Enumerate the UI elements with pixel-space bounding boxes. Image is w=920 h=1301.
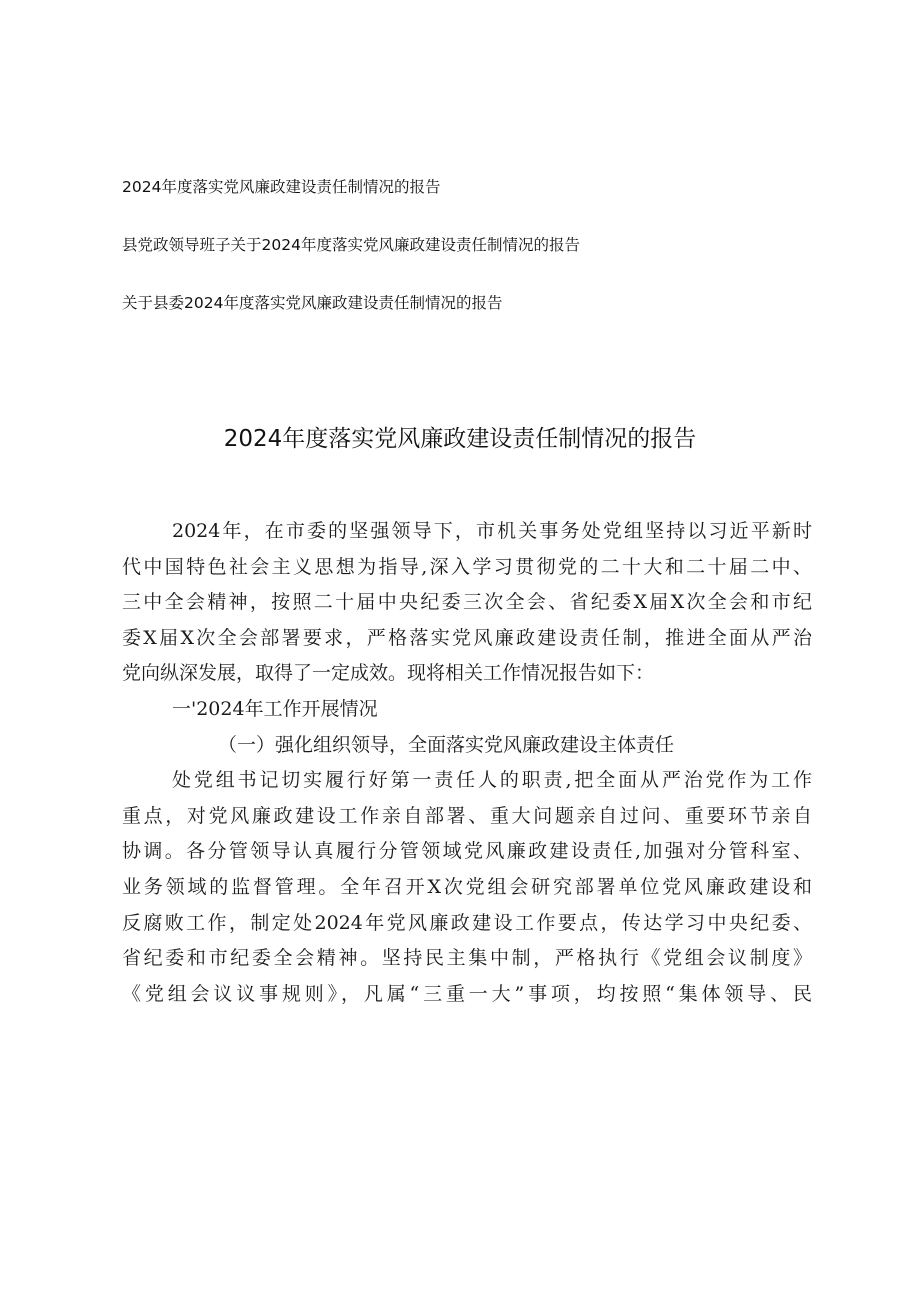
subsection-heading: （一）强化组织领导，全面落实党风廉政建设主体责任 [218, 733, 675, 756]
paragraph-line: 业务领域的监督管理。全年召开X次党组会研究部署单位党风廉政建设和 [122, 875, 812, 898]
report-list [122, 176, 822, 350]
intro-line: 2024年，在市委的坚强领导下，市机关事务处党组坚持以习近平新时 [172, 520, 812, 542]
document-body [122, 514, 812, 1012]
report-list-item: 关于县委2024年度落实党风廉政建设责任制情况的报告 [122, 294, 503, 312]
paragraph-line: 重点，对党风廉政建设工作亲自部署、重大问题亲自过问、重要环节亲自 [122, 804, 812, 827]
report-list-item: 县党政领导班子关于2024年度落实党风廉政建设责任制情况的报告 [122, 236, 580, 254]
paragraph-line: 反腐败工作，制定处2024年党风廉政建设工作要点，传达学习中央纪委、 [122, 911, 812, 934]
intro-line: 三中全会精神，按照二十届中央纪委三次全会、省纪委X届X次全会和市纪 [122, 591, 812, 614]
intro-line: 委X届X次全会部署要求，严格落实党风廉政建设责任制，推进全面从严治 [122, 626, 812, 649]
report-list-item: 2024年度落实党风廉政建设责任制情况的报告 [122, 178, 441, 196]
paragraph-line: 省纪委和市纪委全会精神。坚持民主集中制，严格执行《党组会议制度》 [122, 947, 812, 970]
intro-line: 党向纵深发展，取得了一定成效。现将相关工作情况报告如下： [122, 662, 655, 685]
paragraph-line: 《党组会议议事规则》，凡属“三重一大”事项，均按照“集体领导、民 [122, 982, 812, 1005]
section-heading: 一'2024年工作开展情况 [172, 697, 378, 720]
intro-line: 代中国特色社会主义思想为指导,深入学习贯彻党的二十大和二十届二中、 [122, 555, 812, 578]
paragraph-line: 处党组书记切实履行好第一责任人的职责,把全面从严治党作为工作 [172, 769, 812, 792]
document-title: 2024年度落实党风廉政建设责任制情况的报告 [223, 426, 697, 452]
paragraph-line: 协调。各分管领导认真履行分管领域党风廉政建设责任,加强对分管科室、 [122, 840, 812, 863]
